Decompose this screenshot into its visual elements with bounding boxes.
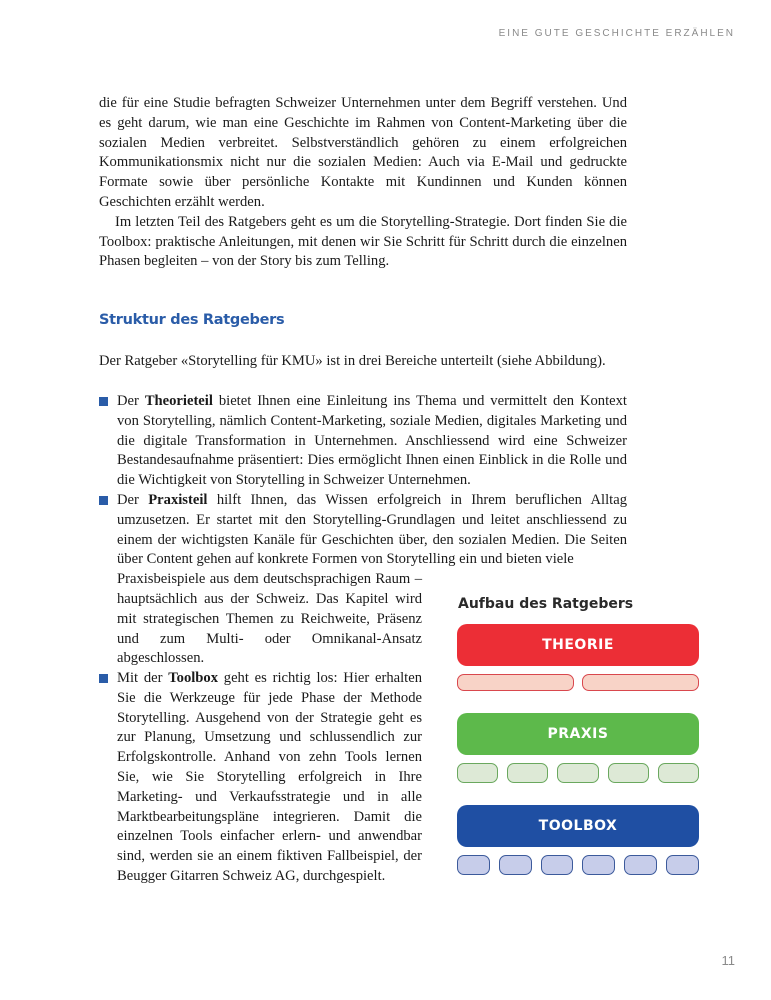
paragraph-1: die für eine Studie befragten Schweizer Unternehmen unter dem Begriff verstehen. Und es geht darum, wie man eine Geschichte im Rahmen von Content-Marketing über die sozialen Medien verbreitet. Selbstverständlich gehören zu einem erfolgreichen Kommunikationsmix nicht nur die sozialen Medien: Auch via E-Mail und gedruckte Formate sowie über persönliche Kontakte mit Kundinnen und Kunden können Geschichten erzählt werden. (99, 95, 627, 210)
toolbox-sub-box (457, 855, 490, 875)
running-head: EINE GUTE GESCHICHTE ERZÄHLEN (498, 28, 735, 39)
bullet-praxis-continued: Praxisbeispiele aus dem deutschsprachigen Raum – hauptsächlich aus der Schweiz. Das Kapitel wird mit strategischen Themen zu Reichweite, Präsenz und zum Multi- oder Omnikanal-Ansatz abgeschlossen. (117, 571, 422, 667)
bullet-theorie: Der Theorieteil bietet Ihnen eine Einleitung ins Thema und vermittelt den Kontext von Storytelling, nämlich Content-Marketing, soziale Medien, digitales Marketing und die digitale Transformation in Unternehmen. Anschliessend wird eine Schweizer Bestandesaufnahme präsentiert: Dies ermöglicht Ihnen einen Einblick in die Rolle und die Wichtigkeit von Storytelling in Schweizer Unternehmen. (99, 392, 627, 491)
toolbox-sub-box (499, 855, 532, 875)
praxis-sub-box (557, 763, 598, 783)
praxis-sub-box (457, 763, 498, 783)
bullet-square-icon (99, 674, 108, 683)
figure-title: Aufbau des Ratgebers (458, 596, 634, 612)
toolbox-subsections (457, 855, 699, 875)
theorie-sub-box (582, 674, 699, 691)
structure-figure (457, 596, 699, 875)
praxis-sub-box (658, 763, 699, 783)
bullet-square-icon (99, 397, 108, 406)
toolbox-sub-box (624, 855, 657, 875)
praxis-block: PRAXIS (457, 713, 699, 755)
bullet-toolbox: Mit der Toolbox geht es richtig los: Hier erhalten Sie die Werkzeuge für jede Phase der Methode Storytelling. Ausgehend von der Strategie geht es zur Planung, Umsetzung und schlussendlich zur Erfolgskontrolle. Anhand von zehn Tools lernen Sie, wie Sie Storytelling erfolgreich in Ihre Marketing- und Verkaufsstrategie und in alle Marktbearbeitungspläne integrieren. Damit die einzelnen Tools einfacher erlern- und anwendbar sind, werden sie an einem fiktiven Fallbeispiel, der Beugger Gitarren Schweiz AG, durchgespielt. (99, 669, 422, 887)
praxis-sub-box (507, 763, 548, 783)
section-intro: Der Ratgeber «Storytelling für KMU» ist in drei Bereiche unterteilt (siehe Abbildung). (99, 353, 606, 369)
paragraph-2: Im letzten Teil des Ratgebers geht es um die Storytelling-Strategie. Dort finden Sie die Toolbox: praktische Anleitungen, mit denen wir Sie Schritt für Schritt durch die einzelnen Phasen begleiten – von der Story bis zum Telling. (99, 213, 627, 270)
praxis-sub-box (608, 763, 649, 783)
bullet-square-icon (99, 496, 108, 505)
bullet-term: Theorieteil (144, 393, 213, 409)
bullet-term: Toolbox (168, 670, 219, 686)
theorie-sub-box (457, 674, 574, 691)
theorie-block: THEORIE (457, 624, 699, 666)
toolbox-block: TOOLBOX (457, 805, 699, 847)
section-heading: Struktur des Ratgebers (99, 312, 285, 328)
toolbox-sub-box (666, 855, 699, 875)
bullet-term: Praxisteil (148, 492, 208, 508)
page-number: 11 (721, 953, 735, 968)
toolbox-sub-box (541, 855, 574, 875)
theorie-subsections (457, 674, 699, 691)
toolbox-sub-box (582, 855, 615, 875)
praxis-subsections (457, 763, 699, 783)
bullet-praxis: Der Praxisteil hilft Ihnen, das Wissen erfolgreich in Ihrem beruflichen Alltag umzusetzen. Er startet mit den Storytelling-Grundlagen und leitet anschliessend zu einem der wichtigsten Kanäle für Geschichten über, den sozialen Medien. Die Seiten über Content gehen auf konkrete Formen von Storytelling ein und bieten viele Praxisbeispiele aus dem deutschsprachigen Raum – hauptsächlich aus der Schweiz. Das Kapitel wird mit strategischen Themen zu Reichweite, Präsenz und zum Multi- oder Omnikanal-Ansatz abgeschlossen. (99, 491, 627, 669)
body-paragraphs (99, 94, 627, 272)
